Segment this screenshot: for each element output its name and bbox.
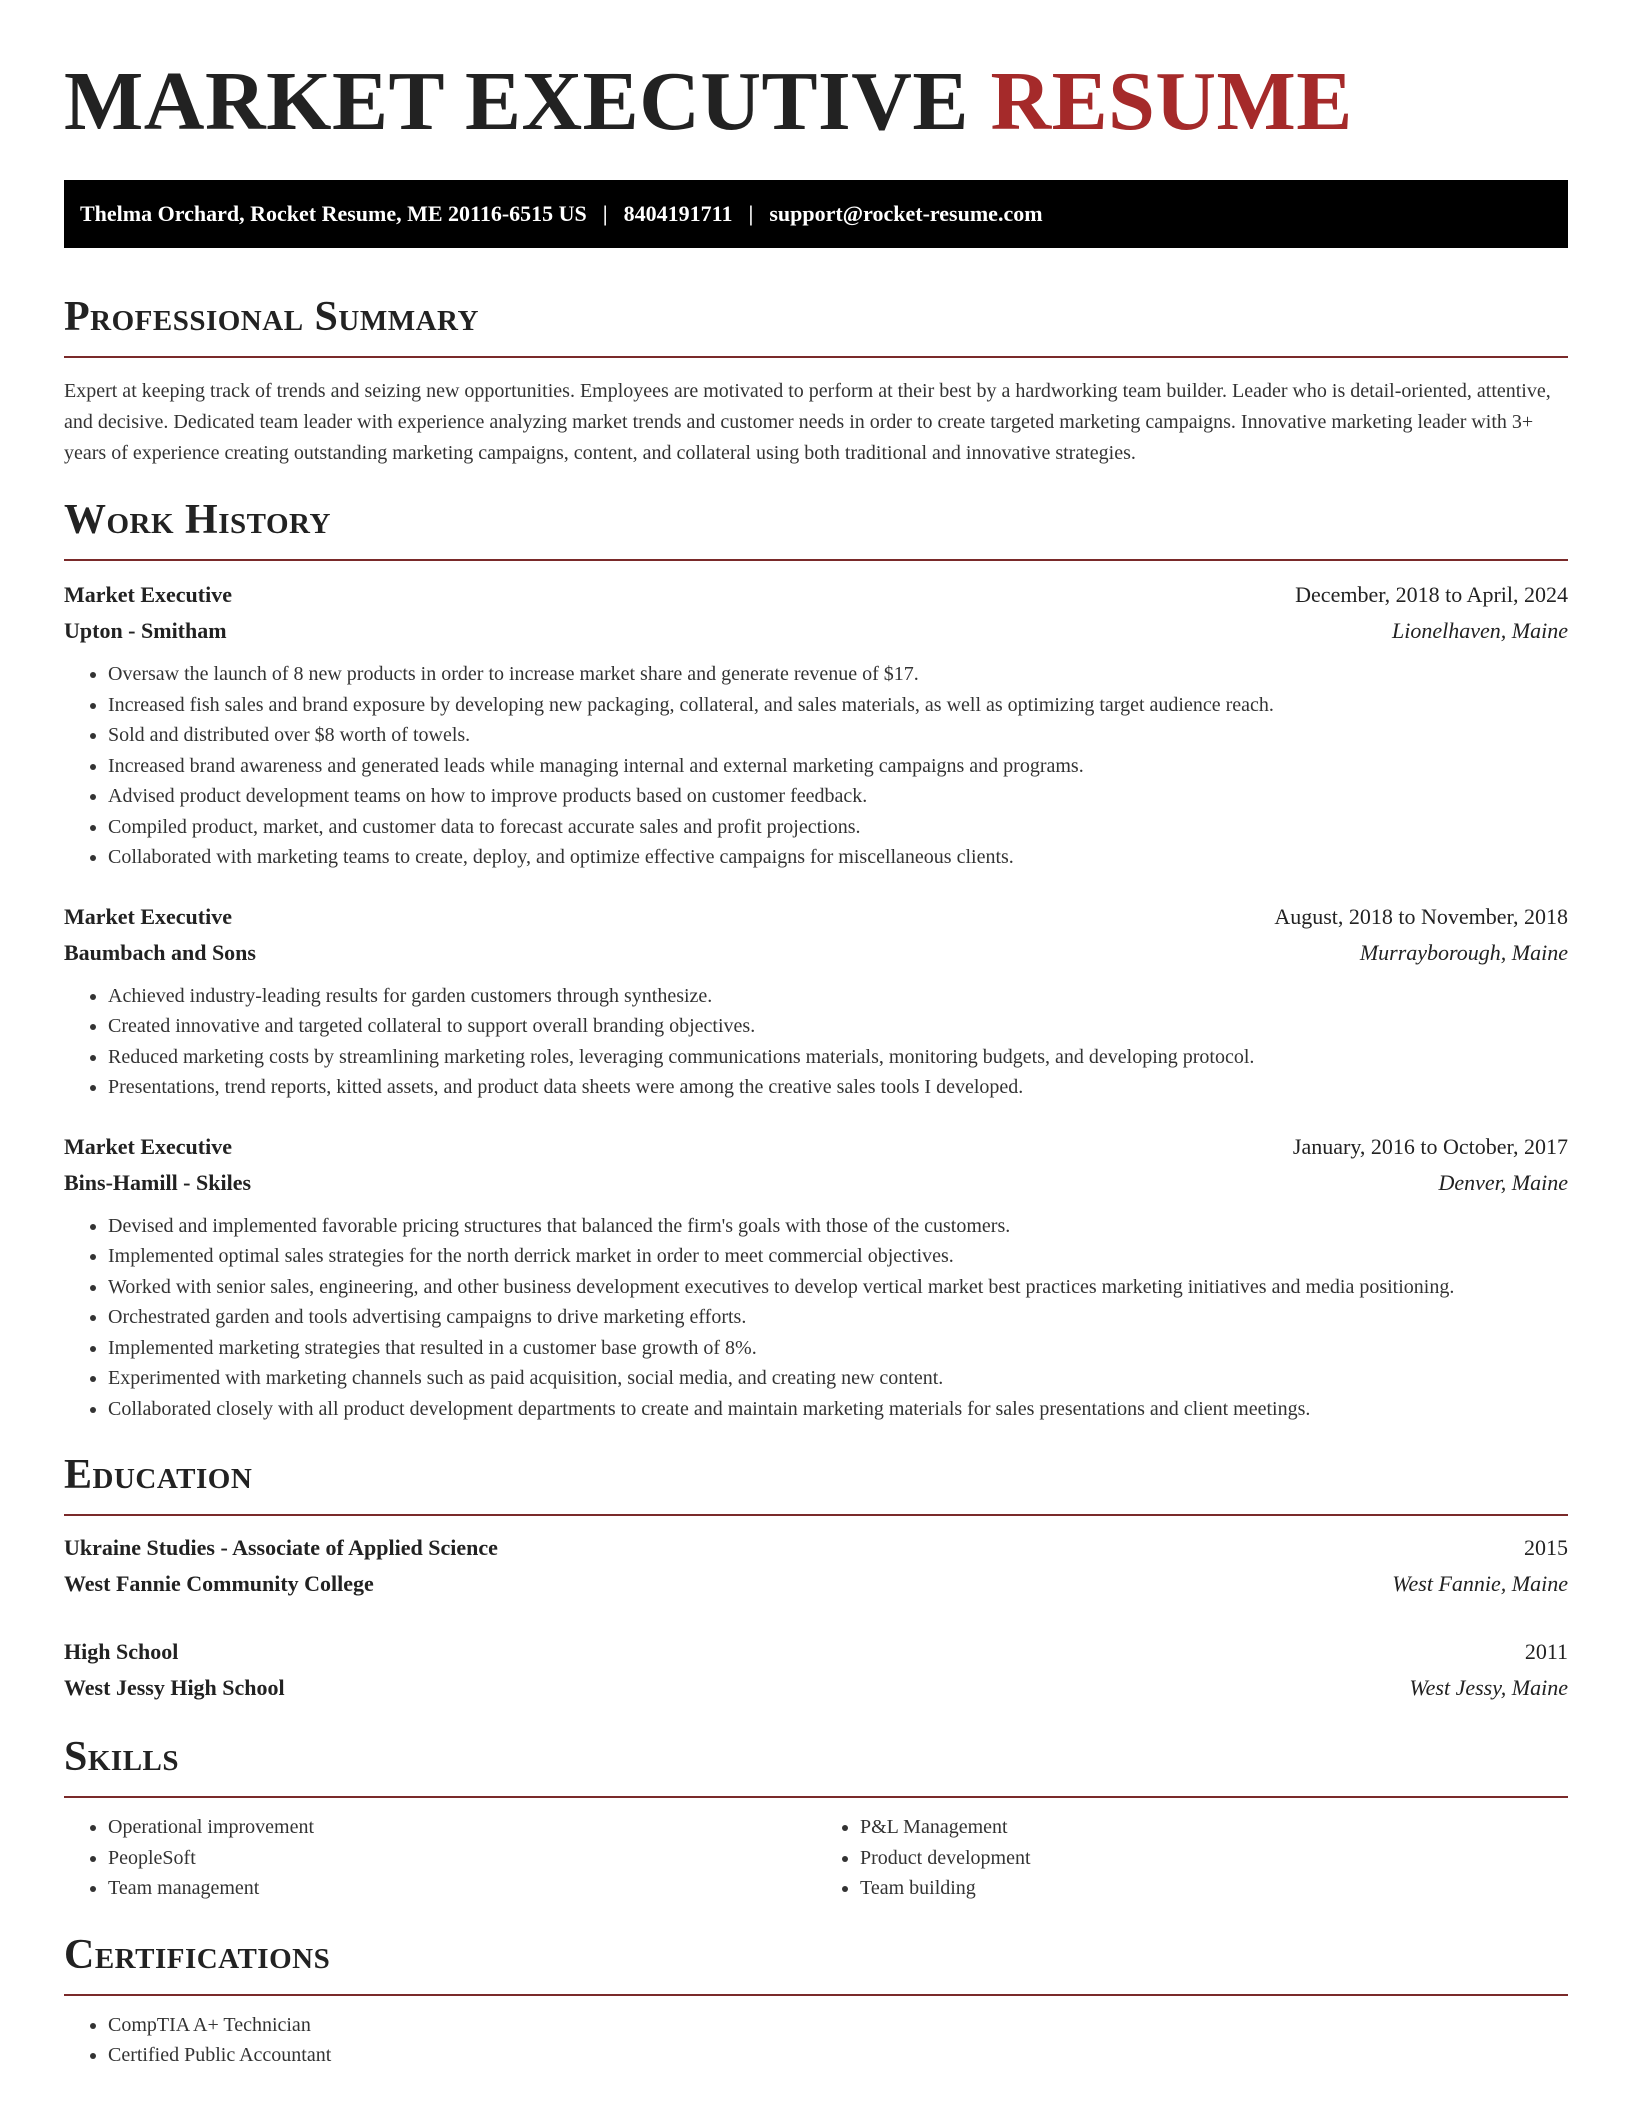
list-item: • Implemented marketing strategies that resulted in a customer base growth of 8%.	[108, 1333, 1568, 1364]
job-header-row	[64, 577, 1568, 613]
education-school: West Fannie Community College	[64, 1571, 374, 1596]
contact-separator: |	[748, 201, 754, 226]
job-company: Bins-Hamill - Skiles	[64, 1169, 252, 1195]
list-item: • Created innovative and targeted collateral to support overall branding objectives.	[108, 1011, 1568, 1042]
education-section	[64, 1450, 1568, 1706]
education-degree-row	[64, 1634, 1568, 1670]
skills-list-right	[816, 1812, 1568, 1904]
education-entry	[64, 1530, 1568, 1602]
job-entry	[64, 1129, 1568, 1425]
job-company-row	[64, 935, 1568, 971]
education-degree: Ukraine Studies - Associate of Applied Science	[64, 1535, 498, 1560]
job-bullets	[64, 1211, 1568, 1425]
resume-title	[64, 0, 1568, 150]
job-dates: August, 2018 to November, 2018	[1274, 903, 1568, 929]
certifications-section	[64, 1930, 1568, 2071]
section-divider	[64, 559, 1568, 561]
list-item: • Reduced marketing costs by streamlining marketing roles, leveraging communications materials, monitoring budgets, and developing protocol.	[108, 1042, 1568, 1073]
section-divider	[64, 1514, 1568, 1516]
education-school-row	[64, 1566, 1568, 1602]
contact-separator: |	[602, 201, 608, 226]
list-item: • Devised and implemented favorable pricing structures that balanced the firm's goals with those of the customers.	[108, 1211, 1568, 1242]
job-location: Denver, Maine	[1438, 1169, 1568, 1195]
job-entry	[64, 577, 1568, 873]
work-history-section	[64, 495, 1568, 1424]
job-bullets	[64, 659, 1568, 873]
summary-section	[64, 292, 1568, 469]
section-divider	[64, 356, 1568, 358]
certification-item: • Certified Public Accountant	[108, 2040, 1568, 2071]
skills-grid	[64, 1812, 1568, 1904]
certifications-heading: Certifications	[64, 1931, 331, 1978]
education-school: West Jessy High School	[64, 1675, 285, 1700]
summary-heading: Professional Summary	[64, 294, 479, 340]
certification-item: • CompTIA A+ Technician	[108, 2010, 1568, 2041]
job-header-row	[64, 1129, 1568, 1165]
list-item: • Collaborated with marketing teams to create, deploy, and optimize effective campaigns for miscellaneous clients.	[108, 842, 1568, 873]
list-item: • Sold and distributed over $8 worth of towels.	[108, 720, 1568, 751]
skill-item: • Operational improvement	[108, 1812, 816, 1843]
job-company-row	[64, 1165, 1568, 1201]
education-school-row	[64, 1670, 1568, 1706]
skills-heading: Skills	[64, 1734, 180, 1780]
contact-email: support@rocket-resume.com	[769, 201, 1043, 226]
list-item: • Increased fish sales and brand exposure by developing new packaging, collateral, and sales materials, as well as optimizing target audience reach.	[108, 690, 1568, 721]
list-item: • Worked with senior sales, engineering, and other business development executives to develop vertical market best practices marketing initiatives and media positioning.	[108, 1272, 1568, 1303]
job-company: Upton - Smitham	[64, 618, 227, 643]
skills-list-left	[64, 1812, 816, 1904]
education-degree-row	[64, 1530, 1568, 1566]
skill-item: • Team management	[108, 1873, 816, 1904]
skill-item: • P&L Management	[860, 1812, 1568, 1843]
skill-item: • Product development	[860, 1843, 1568, 1874]
education-location: West Jessy, Maine	[1409, 1675, 1568, 1700]
list-item: • Orchestrated garden and tools advertising campaigns to drive marketing efforts.	[108, 1302, 1568, 1333]
skill-item: • PeopleSoft	[108, 1843, 816, 1874]
list-item: • Compiled product, market, and customer data to forecast accurate sales and profit projections.	[108, 812, 1568, 843]
work-history-heading: Work History	[64, 497, 331, 543]
job-location: Lionelhaven, Maine	[1392, 618, 1568, 643]
job-bullets	[64, 981, 1568, 1103]
education-entry	[64, 1634, 1568, 1706]
education-year: 2015	[1524, 1535, 1568, 1560]
list-item: • Increased brand awareness and generated leads while managing internal and external marketing campaigns and programs.	[108, 751, 1568, 782]
title-main: MARKET EXECUTIVE	[64, 55, 969, 148]
section-divider	[64, 1994, 1568, 1996]
contact-phone: 8404191711	[623, 201, 733, 226]
job-company-row	[64, 613, 1568, 649]
list-item: • Oversaw the launch of 8 new products in order to increase market share and generate revenue of $17.	[108, 659, 1568, 690]
education-heading: Education	[64, 1452, 253, 1498]
job-title: Market Executive	[64, 1133, 232, 1159]
education-year: 2011	[1524, 1639, 1568, 1664]
job-entry	[64, 899, 1568, 1103]
list-item: • Advised product development teams on how to improve products based on customer feedback.	[108, 781, 1568, 812]
list-item: • Presentations, trend reports, kitted assets, and product data sheets were among the creative sales tools I developed.	[108, 1072, 1568, 1103]
skill-item: • Team building	[860, 1873, 1568, 1904]
job-header-row	[64, 899, 1568, 935]
skills-section	[64, 1732, 1568, 1904]
summary-text: Expert at keeping track of trends and seizing new opportunities. Employees are motivated to perform at their best by a hardworking team builder. Leader who is detail-oriented, attentive, and decisive. Dedicated team leader with experience analyzing market trends and customer needs in order to create targeted marketing campaigns. Innovative marketing leader with 3+ years of experience creating outstanding marketing campaigns, content, and collateral using both traditional and innovative strategies.	[64, 380, 1551, 464]
title-accent: RESUME	[990, 55, 1353, 148]
job-company: Baumbach and Sons	[64, 939, 256, 965]
contact-bar	[64, 180, 1568, 248]
list-item: • Achieved industry-leading results for garden customers through synthesize.	[108, 981, 1568, 1012]
certifications-list	[64, 2010, 1568, 2071]
list-item: • Experimented with marketing channels such as paid acquisition, social media, and creating new content.	[108, 1363, 1568, 1394]
job-location: Murrayborough, Maine	[1359, 939, 1568, 965]
contact-address: Thelma Orchard, Rocket Resume, ME 20116-6515 US	[80, 201, 587, 226]
list-item: • Collaborated closely with all product development departments to create and maintain marketing materials for sales presentations and client meetings.	[108, 1394, 1568, 1425]
job-dates: January, 2016 to October, 2017	[1292, 1133, 1568, 1159]
job-title: Market Executive	[64, 903, 232, 929]
education-location: West Fannie, Maine	[1392, 1571, 1568, 1596]
job-dates: December, 2018 to April, 2024	[1295, 582, 1568, 607]
section-divider	[64, 1796, 1568, 1798]
job-title: Market Executive	[64, 582, 232, 607]
education-degree: High School	[64, 1639, 179, 1664]
list-item: • Implemented optimal sales strategies for the north derrick market in order to meet commercial objectives.	[108, 1241, 1568, 1272]
